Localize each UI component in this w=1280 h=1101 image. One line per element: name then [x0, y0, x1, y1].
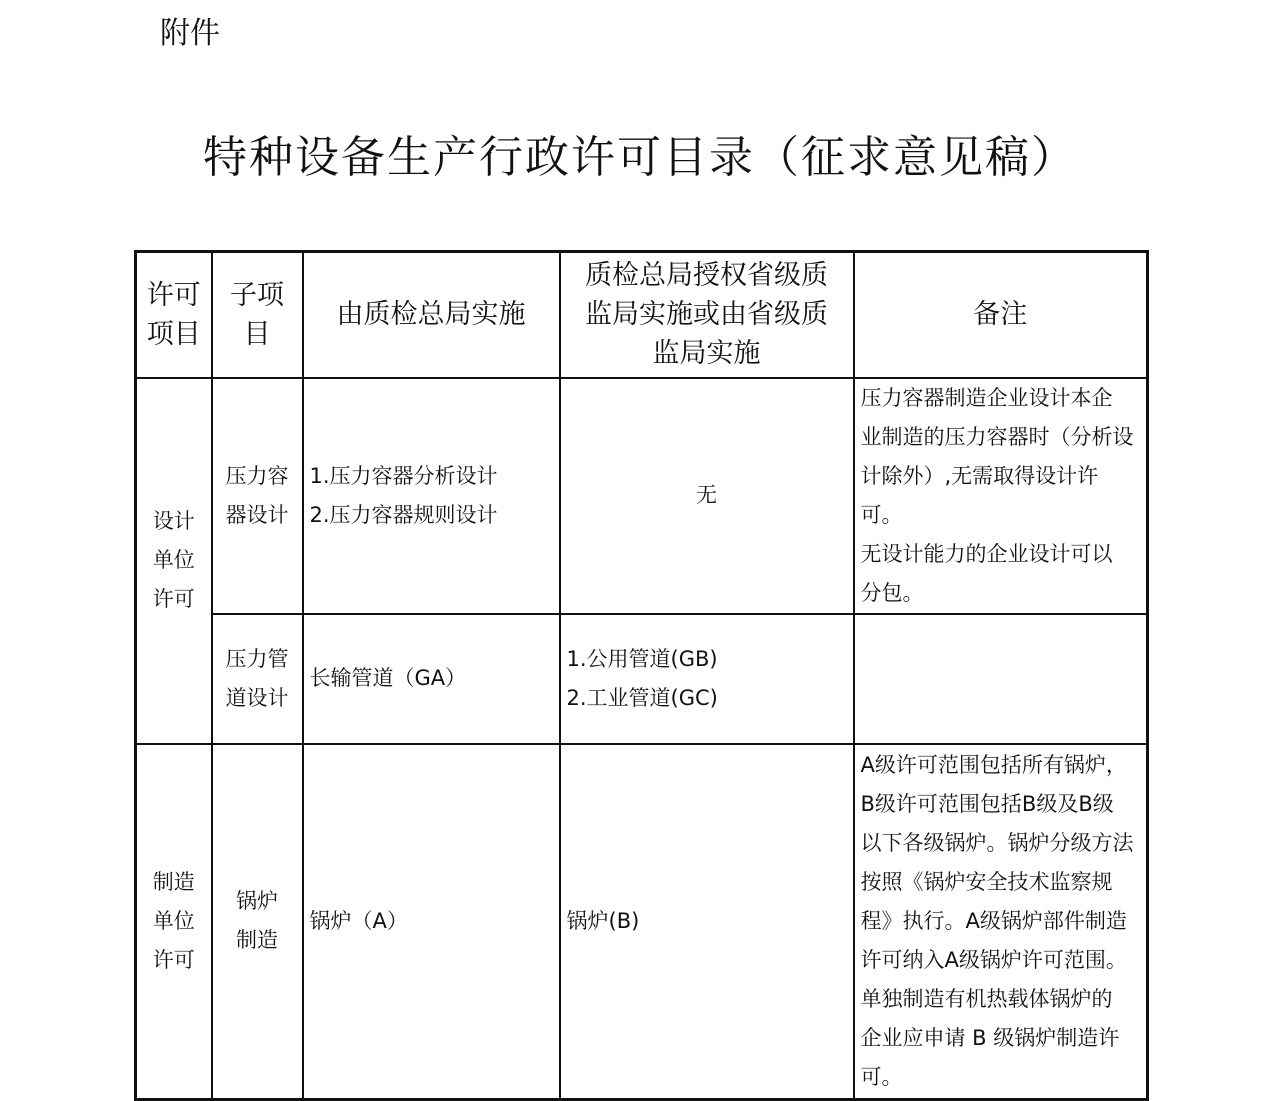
- provincial-cell: 无: [560, 378, 854, 614]
- sub-item-cell: 压力容 器设计: [212, 378, 303, 614]
- notes-cell: 压力容器制造企业设计本企 业制造的压力容器时（分析设 计除外）,无需取得设计许可。 无设计能力的企业设计可以 分包。: [854, 378, 1148, 614]
- category-design: 设计 单位 许可: [136, 378, 212, 744]
- aqsiq-cell: 长输管道（GA）: [303, 614, 560, 744]
- header-sub-item: 子项 目: [212, 252, 303, 378]
- sub-item-cell: 锅炉 制造: [212, 744, 303, 1100]
- table-row: [136, 614, 1148, 744]
- sub-item-cell: 压力管 道设计: [212, 614, 303, 744]
- table-row: [136, 744, 1148, 1100]
- table-row: [136, 378, 1148, 614]
- provincial-cell: 锅炉(B): [560, 744, 854, 1100]
- aqsiq-cell: 1.压力容器分析设计 2.压力容器规则设计: [303, 378, 560, 614]
- header-aqsiq: 由质检总局实施: [303, 252, 560, 378]
- notes-cell: A级许可范围包括所有锅炉， B级许可范围包括B级及B级 以下各级锅炉。锅炉分级方法 按照《锅炉安全技术监察规 程》执行。A级锅炉部件制造 许可纳入A级锅炉许可范围。 单独制造有机热载体锅炉的 企业应申请 B 级锅炉制造许 可。: [854, 744, 1148, 1100]
- header-notes: 备注: [854, 252, 1148, 378]
- document-title: 特种设备生产行政许可目录（征求意见稿）: [203, 132, 1077, 183]
- aqsiq-cell: 锅炉（A）: [303, 744, 560, 1100]
- notes-cell: [854, 614, 1148, 744]
- table-header-row: [136, 252, 1148, 378]
- provincial-cell: 1.公用管道(GB) 2.工业管道(GC): [560, 614, 854, 744]
- attachment-label: 附件: [160, 16, 220, 51]
- permit-catalog-table: [134, 250, 1149, 1101]
- header-provincial: 质检总局授权省级质 监局实施或由省级质 监局实施: [560, 252, 854, 378]
- header-permit-item: 许可 项目: [136, 252, 212, 378]
- category-manufacture: 制造 单位 许可: [136, 744, 212, 1100]
